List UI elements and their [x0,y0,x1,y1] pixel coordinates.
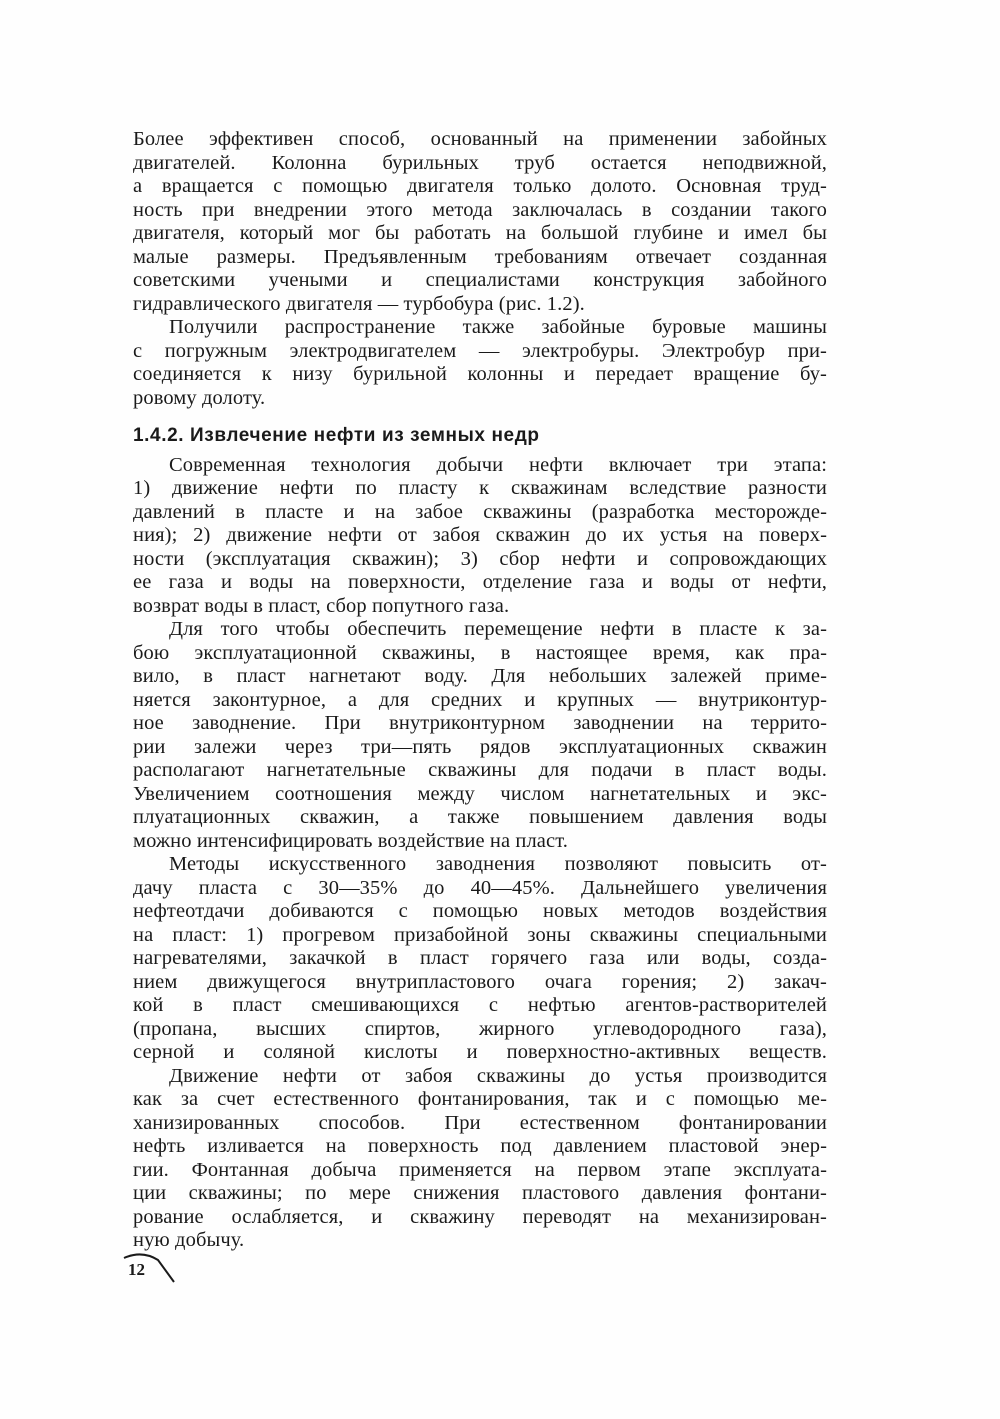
text-line: рии залежи через три—пять рядов эксплуатационных скважин [133,735,827,758]
text-line: Современная технология добычи нефти включает три этапа: [169,453,827,476]
text-line: возврат воды в пласт, сбор попутного газа. [133,594,510,617]
text-line: дачу пласта с 30—35% до 40—45%. Дальнейшего увеличения [133,876,827,899]
page-number [122,1252,182,1292]
text-line: Получили распространение также забойные буровые машины [169,316,827,338]
text-line: няется законтурное, а для средних и крупных — внутриконтур- [133,688,827,711]
text-line: плуатационных скважин, а также повышением давления воды [133,806,827,828]
text-line: ную добычу. [133,1229,245,1251]
text-line: ханизированных способов. При естественном фонтанировании [133,1111,827,1134]
body-text [133,128,827,1253]
text-line: бою эксплуатационной скважины, в настоящее время, как пра- [133,641,827,664]
text-line: гидравлического двигателя — турбобура (рис. 1.2). [133,292,585,315]
text-line: (пропана, высших спиртов, жирного углеводородного газа), [133,1017,827,1040]
text-line: Методы искусственного заводнения позволяют повысить от- [169,853,827,875]
text-line: можно интенсифицировать воздействие на пласт. [133,829,568,852]
text-line: малые размеры. Предъявленным требованиям отвечает созданная [133,245,827,268]
text-line: нефть изливается на поверхность под давлением пластовой энер- [133,1135,827,1157]
section-heading: 1.4.2. Извлечение нефти из земных недр [133,425,540,446]
text-line: а вращается с помощью двигателя только долото. Основная труд- [133,175,827,197]
text-line: вило, в пласт нагнетают воду. Для небольших залежей приме- [133,665,827,687]
text-line: нием движущегося внутрипластового очага горения; 2) закач- [133,970,827,993]
text-line: на пласт: 1) прогревом призабойной зоны скважины специальными [133,923,827,946]
text-line: Более эффективен способ, основанный на применении забойных [133,128,827,150]
paragraph [133,316,827,410]
text-line: давлений в пласте и на забое скважины (разработка месторожде- [133,500,827,523]
text-line: Движение нефти от забоя скважины до устья производится [169,1064,827,1087]
text-line: ния); 2) движение нефти от забоя скважин до их устья на поверх- [133,524,827,546]
text-line: рование ослабляется, и скважину переводят на механизирован- [133,1205,827,1228]
text-line: ции скважины; по мере снижения пластового давления фонтани- [133,1182,827,1204]
text-line: соединяется к низу бурильной колонны и передает вращение бу- [133,363,827,385]
page-number-label: 12 [128,1260,145,1279]
text-line: ность при внедрении этого метода заключалась в создании такого [133,198,827,221]
text-line: Увеличением соотношения между числом нагнетательных и экс- [133,782,827,805]
text-line: с погружным электродвигателем — электробуры. Электробур при- [133,339,827,362]
text-line: кой в пласт смешивающихся с нефтью агентов-растворителей [133,994,827,1016]
text-line: как за счет естественного фонтанирования, так и с помощью ме- [133,1088,827,1110]
text-line: нагревателями, закачкой в пласт горячего газа или воды, созда- [133,947,827,969]
paragraph [133,618,827,853]
text-line: двигателя, который мог бы работать на большой глубине и имел бы [133,222,827,244]
text-line: ровому долоту. [133,386,266,409]
paragraph [133,853,827,1065]
text-line: 1) движение нефти по пласту к скважинам вследствие разности [133,477,827,499]
text-line: располагают нагнетательные скважины для подачи в пласт воды. [133,759,827,781]
text-line: двигателей. Колонна бурильных труб остается неподвижной, [133,151,827,174]
text-line: ее газа и воды на поверхности, отделение газа и воды от нефти, [133,571,827,593]
paragraph [133,1065,827,1253]
paragraph [133,128,827,316]
text-line: ное заводнение. При внутриконтурном заводнении на террито- [133,712,827,734]
text-line: советскими учеными и специалистами конструкция забойного [133,269,827,291]
text-line: Для того чтобы обеспечить перемещение нефти в пласте к за- [169,618,827,640]
text-line: гии. Фонтанная добыча применяется на первом этапе эксплуата- [133,1158,827,1181]
text-line: нефтеотдачи добиваются с помощью новых методов воздействия [133,900,827,922]
text-line: ности (эксплуатация скважин); 3) сбор нефти и сопровождающих [133,547,827,570]
paragraph [133,454,827,619]
text-line: серной и соляной кислоты и поверхностно-активных веществ. [133,1041,827,1063]
